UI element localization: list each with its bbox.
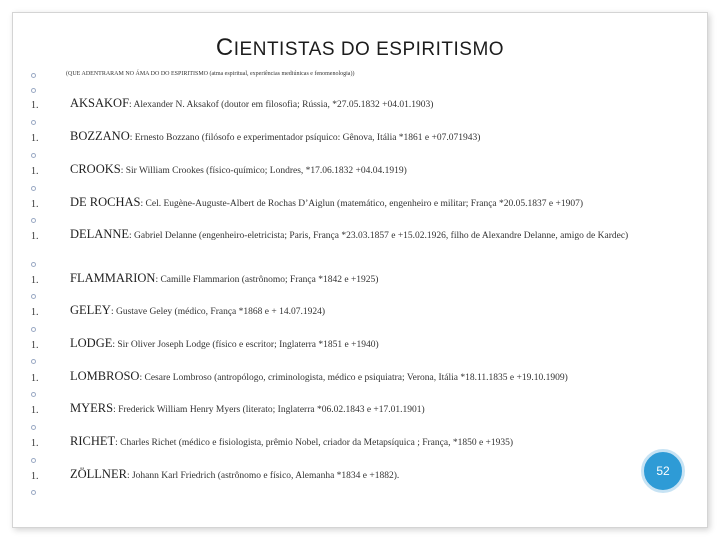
list-number: 1.: [31, 471, 39, 482]
scientist-name: LOMBROSO: [70, 369, 140, 383]
bullet-icon: [31, 392, 36, 397]
scientist-description: : Camille Flammarion (astrônomo; França *1842 e +1925): [155, 275, 379, 285]
scientist-description: : Frederick William Henry Myers (literato; Inglaterra *06.02.1843 e +17.01.1901): [113, 405, 425, 415]
bullet-icon: [31, 425, 36, 430]
list-item: [70, 130, 670, 144]
list-number: 1.: [31, 231, 39, 242]
scientist-name: AKSAKOF: [70, 96, 130, 110]
scientist-name: DELANNE: [70, 227, 130, 241]
bullet-icon: [31, 294, 36, 299]
scientist-description: : Sir William Crookes (físico-químico; Londres, *17.06.1832 +04.04.1919): [120, 166, 407, 176]
bullet-icon: [31, 458, 36, 463]
list-item: [70, 402, 670, 416]
scientist-name: MYERS: [70, 401, 114, 415]
list-item: [70, 468, 670, 482]
bullet-icon: [31, 153, 36, 158]
scientist-name: DE ROCHAS: [70, 195, 141, 209]
list-item: [70, 97, 670, 111]
slide-subtitle: (QUE ADENTRARAM NO ÁMA DO DO ESPIRITISMO (atma espiritual, experiências mediúnicas e fenomenologia)): [66, 71, 355, 77]
scientist-name: BOZZANO: [70, 129, 130, 143]
bullet-icon: [31, 120, 36, 125]
list-number: 1.: [31, 340, 39, 351]
list-number: 1.: [31, 373, 39, 384]
scientist-description: : Gustave Geley (médico, França *1868 e + 14.07.1924): [110, 307, 326, 317]
scientist-name: FLAMMARION: [70, 271, 156, 285]
list-item: [70, 163, 670, 177]
scientist-description: : Charles Richet (médico e fisiologista, prêmio Nobel, criador da Metapsíquica ; França, *1850 e +1935): [115, 438, 514, 448]
scientist-name: ZÖLLNER: [70, 467, 127, 481]
scientist-name: CROOKS: [70, 162, 121, 176]
scientist-name: LODGE: [70, 336, 113, 350]
bullet-icon: [31, 359, 36, 364]
list-number: 1.: [31, 199, 39, 210]
bullet-icon: [31, 73, 36, 78]
bullet-icon: [31, 186, 36, 191]
list-number: 1.: [31, 133, 39, 144]
list-item: [70, 304, 670, 318]
bullet-icon: [31, 327, 36, 332]
title-initial: C: [215, 34, 234, 61]
slide-frame: [12, 12, 708, 528]
page-number-badge: 52: [641, 449, 685, 493]
slide-title: [0, 34, 720, 62]
scientist-description: : Ernesto Bozzano (filósofo e experimentador psíquico: Gênova, Itália *1861 e +07.071943): [129, 133, 481, 143]
list-item: [70, 337, 670, 351]
list-item: [70, 272, 670, 286]
list-item: [70, 370, 670, 384]
list-number: 1.: [31, 405, 39, 416]
title-rest: IENTISTAS DO ESPIRITISMO: [233, 39, 505, 60]
list-item: [70, 196, 670, 210]
scientist-description: : Sir Oliver Joseph Lodge (físico e escritor; Inglaterra *1851 e +1940): [112, 340, 379, 350]
scientist-description: : Johann Karl Friedrich (astrônomo e físico, Alemanha *1834 e +1882).: [126, 471, 400, 481]
bullet-icon: [31, 88, 36, 93]
list-number: 1.: [31, 166, 39, 177]
scientist-description: : Cel. Eugène-Auguste-Albert de Rochas D’Aiglun (matemático, engenheiro e militar; França *20.05.1837 e +1907): [140, 199, 583, 209]
bullet-icon: [31, 262, 36, 267]
list-number: 1.: [31, 438, 39, 449]
scientist-description: : Gabriel Delanne (engenheiro-eletricista; Paris, França *23.03.1857 e +15.02.1926, filho de Alexandre Delanne, amigo de Kardec): [129, 231, 629, 241]
list-item: [70, 228, 670, 242]
list-item: [70, 435, 670, 449]
list-number: 1.: [31, 307, 39, 318]
list-number: 1.: [31, 100, 39, 111]
scientist-description: : Alexander N. Aksakof (doutor em filosofia; Rússia, *27.05.1832 +04.01.1903): [129, 100, 434, 110]
bullet-icon: [31, 490, 36, 495]
scientist-description: : Cesare Lombroso (antropólogo, criminologista, médico e psiquiatra; Verona, Itália *18.11.1835 e +19.10.1909): [139, 373, 568, 383]
bullet-icon: [31, 218, 36, 223]
scientist-name: RICHET: [70, 434, 116, 448]
list-number: 1.: [31, 275, 39, 286]
scientist-name: GELEY: [70, 303, 111, 317]
